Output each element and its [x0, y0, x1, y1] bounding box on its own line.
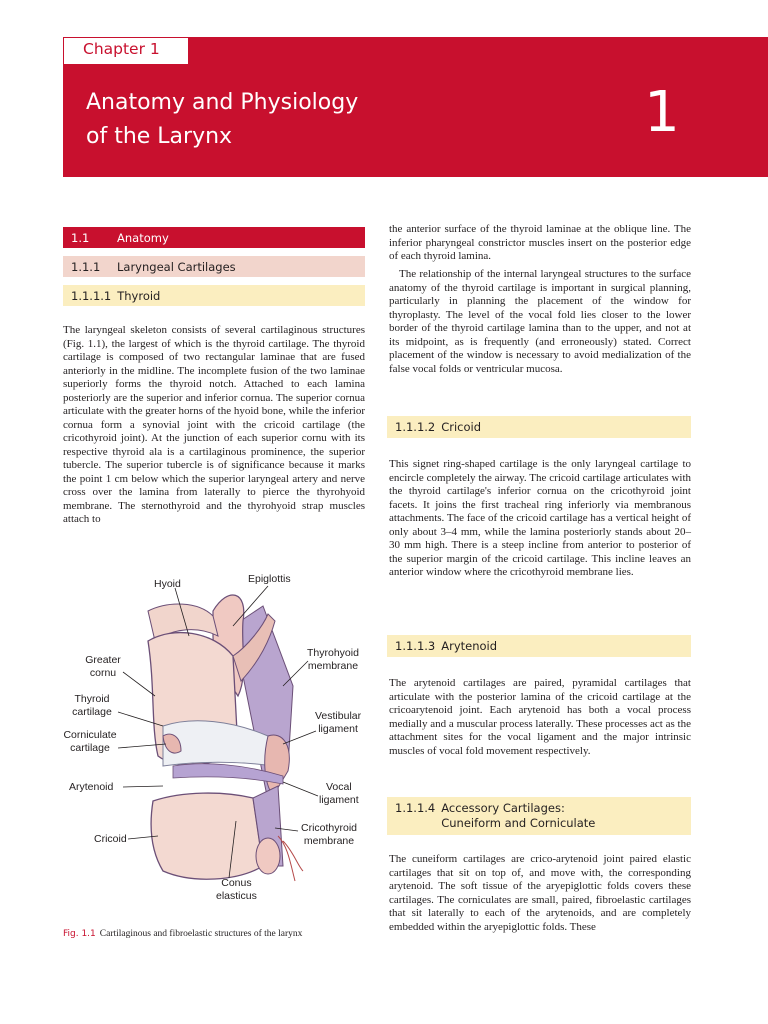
label-thyrohyoid-line2: membrane	[307, 660, 359, 672]
label-conus-line2: elasticus	[216, 890, 257, 902]
label-cricothyroid-line2: membrane	[303, 835, 355, 847]
arytenoid-paragraph: The arytenoid cartilages are paired, pyramidal cartilages that articulate with the posterior lamina of the cricoid cartilage at the cricoarytenoid joint. Each arytenoid has both a vocal process medially and a muscular process laterally. These processes act as the attachment sites for the vocal ligament and the major intrinsic muscles of vocal fold movement respectively.	[389, 677, 691, 757]
accessory-cartilages-paragraph: The cuneiform cartilages are crico-arytenoid joint paired elastic cartilages that sit on top of, and move with, the corresponding arytenoid. The soft tissue of the aryepiglottic folds covers these cartilages. The corniculates are small, paired, fibroelastic cartilages that sit laterally to each of the arytenoids, and are completely embedded within the aryepiglottic folds. These	[389, 853, 691, 933]
label-thyroid-line1: Thyroid	[74, 693, 110, 705]
label-corniculate-line2: cartilage	[70, 742, 110, 754]
section-title: Anatomy	[117, 230, 169, 245]
label-arytenoid: Arytenoid	[69, 781, 114, 793]
chapter-number: 1	[644, 80, 680, 145]
section-title: Cricoid	[441, 420, 482, 434]
section-title: Laryngeal Cartilages	[117, 259, 236, 274]
section-number: 1.1.1.3	[395, 639, 436, 653]
cricoid-paragraph: This signet ring-shaped cartilage is the only laryngeal cartilage to encircle completely the airway. The cricoid cartilage articulates with the thyroid cartilage's inferior cornua on the cricothyroid joint facets. It joins the first tracheal ring inferiorly via membranous attachments. The face of the cricoid cartilage has a vertical height of only about 3–4 mm, while the lamina posteriorly stands about 20–30 mm high. There is a steep incline from anterior to posterior of the superior margin of the cricoid cartilage. This incline leaves an anterior window where the cricothyroid membrane lies.	[389, 458, 691, 578]
section-title-line2: Cuneiform and Corniculate	[441, 816, 596, 830]
label-cricothyroid-line1: Cricothyroid	[301, 822, 358, 834]
label-thyrohyoid-line1: Thyrohyoid	[307, 647, 359, 659]
section-heading-laryngeal-cartilages	[63, 256, 365, 277]
section-number: 1.1.1	[71, 259, 101, 274]
label-thyroid-cartilage	[68, 693, 116, 719]
section-number: 1.1.1.1	[71, 288, 112, 303]
chapter-title-line2: of the Larynx	[86, 124, 233, 149]
section-number: 1.1	[71, 230, 90, 245]
section-heading-arytenoid	[387, 635, 691, 657]
section-heading-cricoid	[387, 416, 691, 438]
label-vestibular-line1: Vestibular	[315, 710, 362, 722]
label-cricoid: Cricoid	[94, 833, 127, 845]
figure-caption	[63, 928, 368, 940]
label-greater-cornu-line2: cornu	[89, 667, 117, 679]
thyroid-continuation-paragraph: the anterior surface of the thyroid laminae at the oblique line. The inferior pharyngeal constrictor muscles insert on the posterior edge of each thyroid lamina.	[389, 223, 691, 262]
section-heading-anatomy	[63, 227, 365, 248]
label-vocal-ligament	[319, 781, 359, 807]
thyroid-paragraph: The laryngeal skeleton consists of several cartilaginous structures (Fig. 1.1), the largest of which is the thyroid cartilage. The thyroid cartilage is composed of two rectangular laminae that are fused anteriorly in the midline. The incomplete fusion of the two laminae superiorly forms the thyroid notch. Attached to each lamina posteriorly are the superior and inferior cornua. The superior cornua articulate with the greater horns of the hyoid bone, while the inferior cornua form a synovial joint with the cricoid cartilage (the cricothyroid joint). At the junction of each superior cornu with its respective thyroid ala is a cartilaginous prominence, the superior tubercle. The superior tubercle is of significance because it marks the point 1 cm below which the superior laryngeal artery and nerve cross over the lamina from laterally to pierce the thyrohyoid membrane. The sternothyroid and the thyrohyoid strap muscles attach to	[63, 324, 365, 525]
figure-number: Fig. 1.1	[63, 929, 96, 939]
section-number: 1.1.1.2	[395, 420, 436, 434]
label-epiglottis: Epiglottis	[248, 573, 291, 585]
section-title: Thyroid	[117, 288, 161, 303]
label-thyrohyoid-membrane	[307, 647, 359, 673]
chapter-label: Chapter 1	[83, 40, 160, 58]
figure-caption-text: Cartilaginous and fibroelastic structures of the larynx	[99, 929, 303, 939]
section-title	[441, 801, 595, 831]
label-corniculate-line1: Corniculate	[63, 729, 117, 741]
section-heading-thyroid	[63, 285, 365, 306]
label-greater-cornu	[83, 654, 123, 680]
label-hyoid: Hyoid	[154, 578, 181, 590]
section-number: 1.1.1.4	[395, 801, 436, 815]
label-vestibular-line2: ligament	[318, 723, 358, 735]
label-vestibular-ligament	[315, 710, 361, 736]
label-conus-line1: Conus	[221, 877, 252, 889]
label-conus-elasticus	[216, 877, 257, 903]
label-greater-cornu-line1: Greater	[85, 654, 121, 666]
surface-anatomy-paragraph: The relationship of the internal laryngeal structures to the surface anatomy of the thyroid cartilage is important in surgical planning, particularly in planning the placement of the window for thyroplasty. The level of the vocal fold lies closer to the lower border of the thyroid cartilage lamina than to the upper, and not at its midpoint, as is frequently (and erroneously) stated. Correct placement of the window is necessary to avoid medialization of the false vocal folds or ventricular mucosa.	[389, 268, 691, 375]
section-title: Arytenoid	[441, 639, 498, 653]
chapter-title	[86, 86, 506, 154]
label-vocal-line2: ligament	[319, 794, 359, 806]
label-thyroid-line2: cartilage	[72, 706, 112, 718]
section-title-line1: Accessory Cartilages:	[441, 801, 565, 815]
chapter-title-line1: Anatomy and Physiology	[86, 90, 359, 115]
label-corniculate-cartilage	[60, 729, 120, 755]
label-cricothyroid-membrane	[301, 822, 357, 848]
larynx-figure	[63, 566, 368, 926]
chapter-tab	[63, 37, 189, 65]
section-heading-accessory-cartilages	[387, 797, 691, 835]
label-vocal-line1: Vocal	[326, 781, 352, 793]
